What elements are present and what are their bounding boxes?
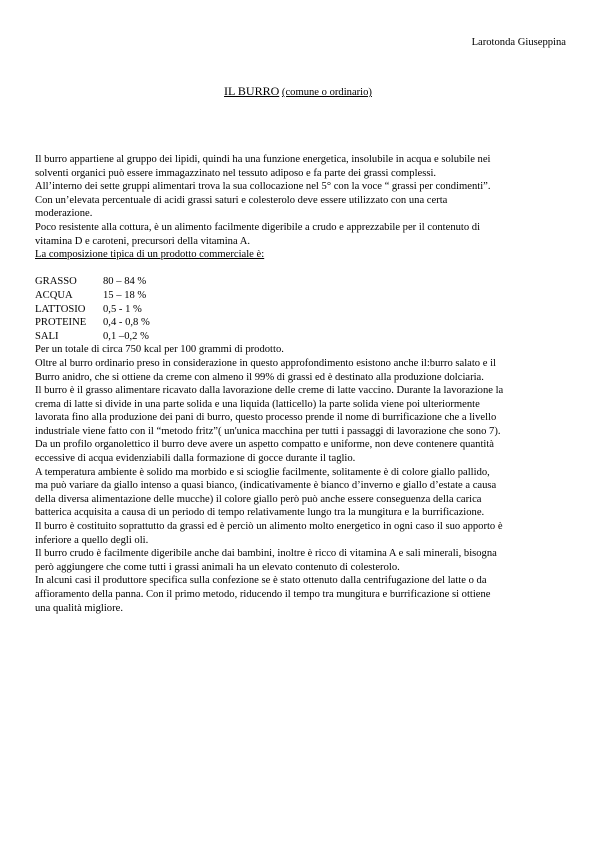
text-line: ma può variare da giallo intenso a quasi bianco, (indicativamente è bianco d’inverno e giallo d’estate a causa [35, 480, 497, 492]
text-line: Poco resistente alla cottura, è un alimento facilmente digeribile a crudo e apprezzabile per il contenuto di [35, 221, 481, 233]
component-value: 15 – 18 % [103, 289, 147, 301]
text-line: Il burro è costituito soprattutto da grassi ed è perciò un alimento molto energetico in ogni caso il suo apporto è [35, 521, 503, 533]
component-name: GRASSO [35, 276, 77, 288]
text-line: eccessive di acqua evidenziabili dalla formazione di gocce durante il taglio. [35, 453, 356, 465]
text-line: batterica acquisita a causa di un periodo di tempo relativamente lungo tra la mungitura e la burrificazione. [35, 507, 485, 519]
text-line: però aggiungere che come tutti i grassi animali ha un elevato contenuto di colesterolo. [35, 561, 400, 573]
text-line: Burro anidro, che si ottiene da creme con almeno il 99% di grassi ed è destinato alla produzione dolciaria. [35, 371, 484, 383]
text-line: Con un’elevata percentuale di acidi grassi saturi e colesterolo deve essere utilizzato con una certa [35, 194, 448, 206]
component-name: ACQUA [35, 289, 73, 301]
component-value: 80 – 84 % [103, 276, 147, 288]
text-line: Oltre al burro ordinario preso in considerazione in questo approfondimento esistono anche il:burro salato e il [35, 357, 496, 369]
text-line: della diversa alimentazione delle mucche) il colore giallo però può anche essere conseguenza della carica [35, 493, 482, 505]
text-line: moderazione. [35, 208, 93, 220]
main-text [35, 343, 575, 615]
document-body [35, 153, 575, 615]
text-line: crema di latte si divide in una parte solida e una liquida (latticello) la parte solida viene poi ulteriormente [35, 398, 480, 410]
intro-paragraph [35, 153, 575, 248]
text-line: Per un totale di circa 750 kcal per 100 grammi di prodotto. [35, 344, 284, 356]
text-line: una qualità migliore. [35, 602, 123, 614]
blank-line [35, 262, 575, 276]
text-line: solventi organici può essere immagazzinato nel tessuto adiposo e fa parte dei grassi complessi. [35, 167, 437, 179]
text-line: affioramento della panna. Con il primo metodo, riducendo il tempo tra mungitura e burrificazione si ottiene [35, 589, 491, 600]
text-line: industriale viene fatto con il “metodo fritz”( un'unica macchina per tutti i passaggi di lavorazione che sono 7). [35, 425, 501, 437]
component-value: 0,1 –0,2 % [103, 330, 149, 342]
text-line: vitamina D e caroteni, precursori della vitamina A. [35, 235, 251, 247]
composition-row [35, 275, 575, 289]
component-value: 0,5 - 1 % [103, 303, 142, 315]
composition-row [35, 330, 575, 344]
text-line: In alcuni casi il produttore specifica sulla confezione se è stato ottenuto dalla centrifugazione del latte o da [35, 575, 487, 587]
text-line: A temperatura ambiente è solido ma morbido e si scioglie facilmente, solitamente è di colore giallo pallido, [35, 466, 490, 478]
component-name: SALI [35, 330, 59, 342]
component-name: LATTOSIO [35, 303, 86, 315]
text-line: Da un profilo organolettico il burro deve avere un aspetto compatto e uniforme, non deve contenere quantità [35, 439, 495, 451]
text-line: lavorata fino alla produzione dei pani di burro, questo processo prende il nome di burrificazione che a livello [35, 412, 497, 424]
composition-row [35, 316, 575, 330]
author-name: Larotonda Giuseppina [471, 37, 566, 48]
text-line: inferiore a quello degli oli. [35, 534, 149, 546]
text-line: Il burro crudo è facilmente digeribile anche dai bambini, inoltre è ricco di vitamina A e sali minerali, bisogna [35, 548, 497, 560]
title-subtitle: (comune o ordinario) [281, 87, 372, 98]
document-title [0, 85, 596, 100]
composition-row [35, 303, 575, 317]
title-main: IL BURRO [224, 84, 280, 98]
component-value: 0,4 - 0,8 % [103, 317, 150, 329]
text-line: Il burro è il grasso alimentare ricavato dalla lavorazione delle creme di latte vaccino. Durante la lavorazione la [35, 385, 504, 397]
composition-list [35, 275, 575, 343]
composition-row [35, 289, 575, 303]
component-name: PROTEINE [35, 317, 87, 329]
text-line: All’interno dei sette gruppi alimentari trova la sua collocazione nel 5° con la voce “ grassi per condimenti”. [35, 181, 491, 193]
composition-heading: La composizione tipica di un prodotto commerciale è: [35, 249, 265, 261]
text-line: Il burro appartiene al gruppo dei lipidi, quindi ha una funzione energetica, insolubile in acqua e solubile nei [35, 154, 491, 165]
